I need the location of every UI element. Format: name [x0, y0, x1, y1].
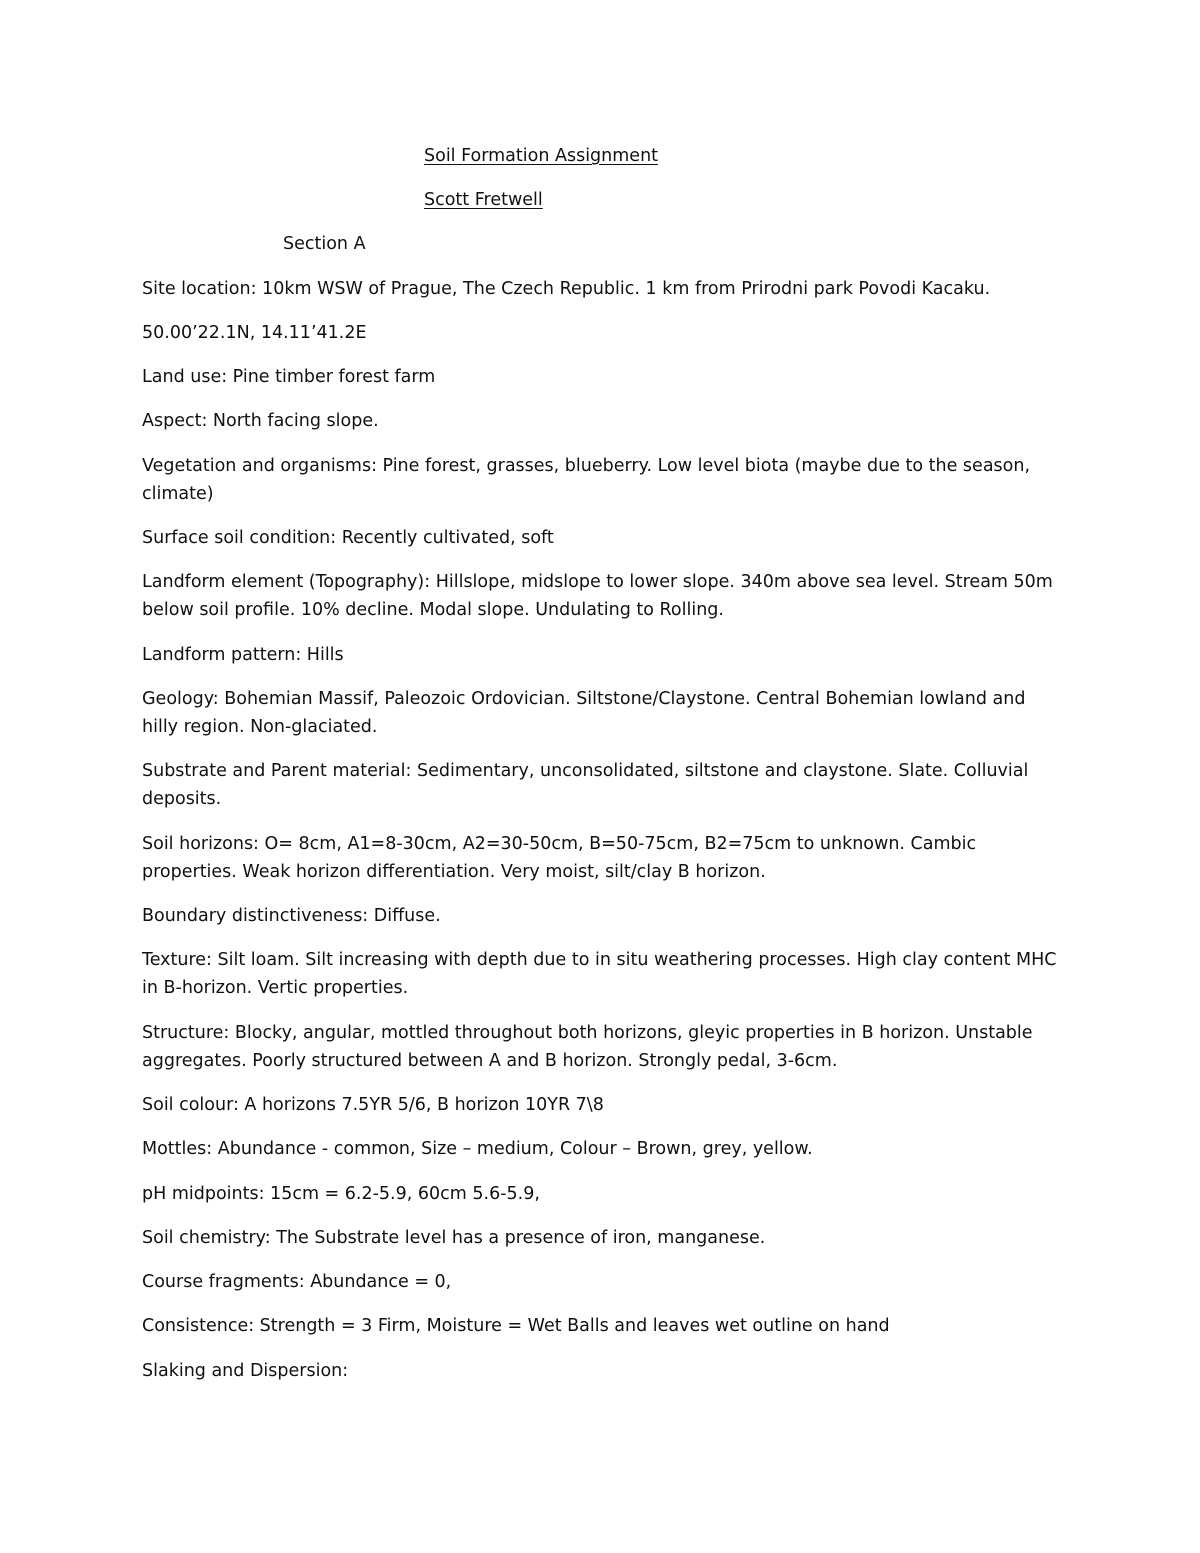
landform-element: Landform element (Topography): Hillslope, midslope to lower slope. 340m above sea level. Stream 50m below soil profile. 10% decline. Modal slope. Undulating to Rolling. [142, 572, 1053, 620]
coordinates: 50.00’22.1N, 14.11’41.2E [142, 323, 367, 343]
landform-pattern: Landform pattern: Hills [142, 645, 344, 665]
aspect: Aspect: North facing slope. [142, 411, 379, 431]
author-name: Scott Fretwell [424, 190, 543, 210]
document-title: Soil Formation Assignment [424, 146, 659, 166]
site-location: Site location: 10km WSW of Prague, The Czech Republic. 1 km from Prirodni park Povodi Kacaku. [142, 279, 991, 299]
mottles: Mottles: Abundance - common, Size – medium, Colour – Brown, grey, yellow. [142, 1139, 813, 1159]
section-heading: Section A [283, 234, 366, 254]
consistence: Consistence: Strength = 3 Firm, Moisture = Wet Balls and leaves wet outline on hand [142, 1316, 890, 1336]
surface-soil-condition: Surface soil condition: Recently cultivated, soft [142, 528, 554, 548]
soil-horizons: Soil horizons: O= 8cm, A1=8-30cm, A2=30-50cm, B=50-75cm, B2=75cm to unknown. Cambic properties. Weak horizon differentiation. Very moist, silt/clay B horizon. [142, 834, 977, 882]
soil-colour: Soil colour: A horizons 7.5YR 5/6, B horizon 10YR 7\8 [142, 1095, 604, 1115]
slaking-dispersion: Slaking and Dispersion: [142, 1361, 349, 1381]
course-fragments: Course fragments: Abundance = 0, [142, 1272, 452, 1292]
texture: Texture: Silt loam. Silt increasing with depth due to in situ weathering processes. High clay content MHC in B-horizon. Vertic properties. [142, 950, 1057, 998]
land-use: Land use: Pine timber forest farm [142, 367, 436, 387]
substrate-parent-material: Substrate and Parent material: Sedimentary, unconsolidated, siltstone and claystone. Slate. Colluvial deposits. [142, 761, 1029, 809]
geology: Geology: Bohemian Massif, Paleozoic Ordovician. Siltstone/Claystone. Central Bohemian lowland and hilly region. Non-glaciated. [142, 689, 1026, 737]
soil-chemistry: Soil chemistry: The Substrate level has a presence of iron, manganese. [142, 1228, 766, 1248]
ph-midpoints: pH midpoints: 15cm = 6.2-5.9, 60cm 5.6-5.9, [142, 1184, 540, 1204]
structure: Structure: Blocky, angular, mottled throughout both horizons, gleyic properties in B horizon. Unstable aggregates. Poorly structured between A and B horizon. Strongly pedal, 3-6cm. [142, 1023, 1033, 1071]
vegetation-organisms: Vegetation and organisms: Pine forest, grasses, blueberry. Low level biota (maybe due to the season, climate) [142, 456, 1031, 504]
boundary-distinctiveness: Boundary distinctiveness: Diffuse. [142, 906, 441, 926]
